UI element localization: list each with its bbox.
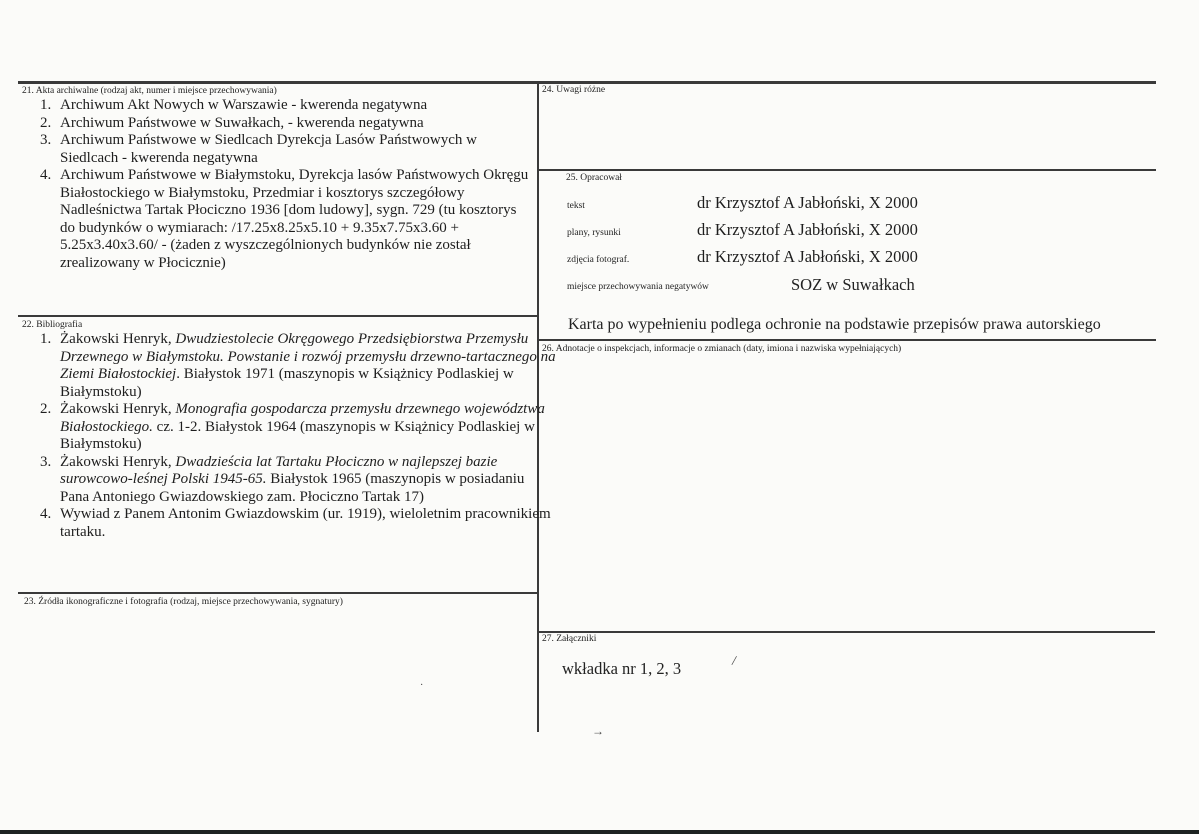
author-row-photos: zdjęcia fotograf. dr Krzysztof A Jabłoński, X 2000 — [567, 247, 918, 266]
section-24-title: 24. Uwagi różne — [542, 85, 606, 95]
speck: · — [420, 680, 424, 691]
list-item: 2. Żakowski Henryk, Monografia gospodarcza przemysłu drzewnego województwa Białostockiego. cz. 1-2. Białystok 1964 (maszynopis w Książnicy Podlaskiej w Białymstoku) — [40, 401, 545, 452]
divider-21-22 — [18, 315, 538, 317]
section-25-title: 25. Opracował — [566, 173, 622, 183]
list-item: 3. Archiwum Państwowe w Siedlcach Dyrekcja Lasów Państwowych w Siedlcach - kwerenda negatywna — [40, 132, 477, 166]
author-row-plans: plany, rysunki dr Krzysztof A Jabłoński, X 2000 — [567, 220, 918, 239]
pen-mark: / — [730, 653, 738, 670]
list-item: 4. Wywiad z Panem Antonim Gwiazdowskim (ur. 1919), wieloletnim pracownikiem tartaku. — [40, 506, 551, 540]
copyright-note: Karta po wypełnieniu podlega ochronie na podstawie przepisów prawa autorskiego — [568, 316, 1101, 333]
section-23-title: 23. Źródła ikonograficzne i fotografia (rodzaj, miejsce przechowywania, sygnatury) — [24, 597, 343, 607]
section-22-title: 22. Bibliografia — [22, 320, 83, 330]
top-border-line — [18, 81, 1156, 84]
negatives-value: SOZ w Suwałkach — [791, 275, 915, 294]
attachments-value: wkładka nr 1, 2, 3 — [562, 659, 682, 678]
divider-22-23 — [18, 592, 538, 594]
list-item: 1. Archiwum Akt Nowych w Warszawie - kwerenda negatywna — [40, 97, 428, 113]
divider-26-27 — [538, 631, 1155, 633]
divider-25-26 — [538, 339, 1156, 341]
list-item: 3. Żakowski Henryk, Dwadzieścia lat Tartaku Płociczno w najlepszej bazie surowcowo-leśnej Polski 1945-65. Białystok 1965 (maszynopis w posiadaniu Pana Antoniego Gwiazdowskiego zam. Płociczno Tartak 17) — [40, 453, 525, 505]
list-item: 4. Archiwum Państwowe w Białymstoku, Dyrekcja lasów Państwowych Okręgu Białostockiego w Białymstoku, Przedmiar i kosztorys szczegółowy Nadleśnictwa Tartak Płociczno 1936 [dom ludowy], sygn. 729 (tu kosztorys do budynków o wymiarach: /17.25x8.25x5.10 + 9.35x7.75x3.60 + 5.25x3.40x3.60/ - (żaden z wyszczególnionych budynków nie został zrealizowany w Płocicznie) — [40, 167, 529, 271]
arrow-mark: → — [592, 724, 604, 738]
author-row-text: tekst dr Krzysztof A Jabłoński, X 2000 — [567, 193, 918, 212]
section-27-title: 27. Załączniki — [542, 634, 597, 644]
section-21-title: 21. Akta archiwalne (rodzaj akt, numer i miejsce przechowywania) — [22, 86, 277, 96]
list-item: 2. Archiwum Państwowe w Suwałkach, - kwerenda negatywna — [40, 114, 424, 131]
section-21-list — [24, 97, 530, 272]
divider-24-25 — [538, 169, 1156, 171]
section-26-title: 26. Adnotacje o inspekcjach, informacje o zmianach (daty, imiona i nazwiska wypełniających) — [542, 344, 902, 354]
negatives-label: miejsce przechowywania negatywów — [567, 282, 709, 292]
scan-edge — [0, 830, 1199, 834]
list-item: 1. Żakowski Henryk, Dwudziestolecie Okręgowego Przedsiębiorstwa Przemysłu Drzewnego w Białymstoku. Powstanie i rozwój przemysłu drzewno-tartacznego na Ziemi Białostockiej. Białystok 1971 (maszynopis w Książnicy Podlaskiej w Białymstoku) — [40, 331, 556, 400]
section-22-list — [24, 331, 556, 541]
